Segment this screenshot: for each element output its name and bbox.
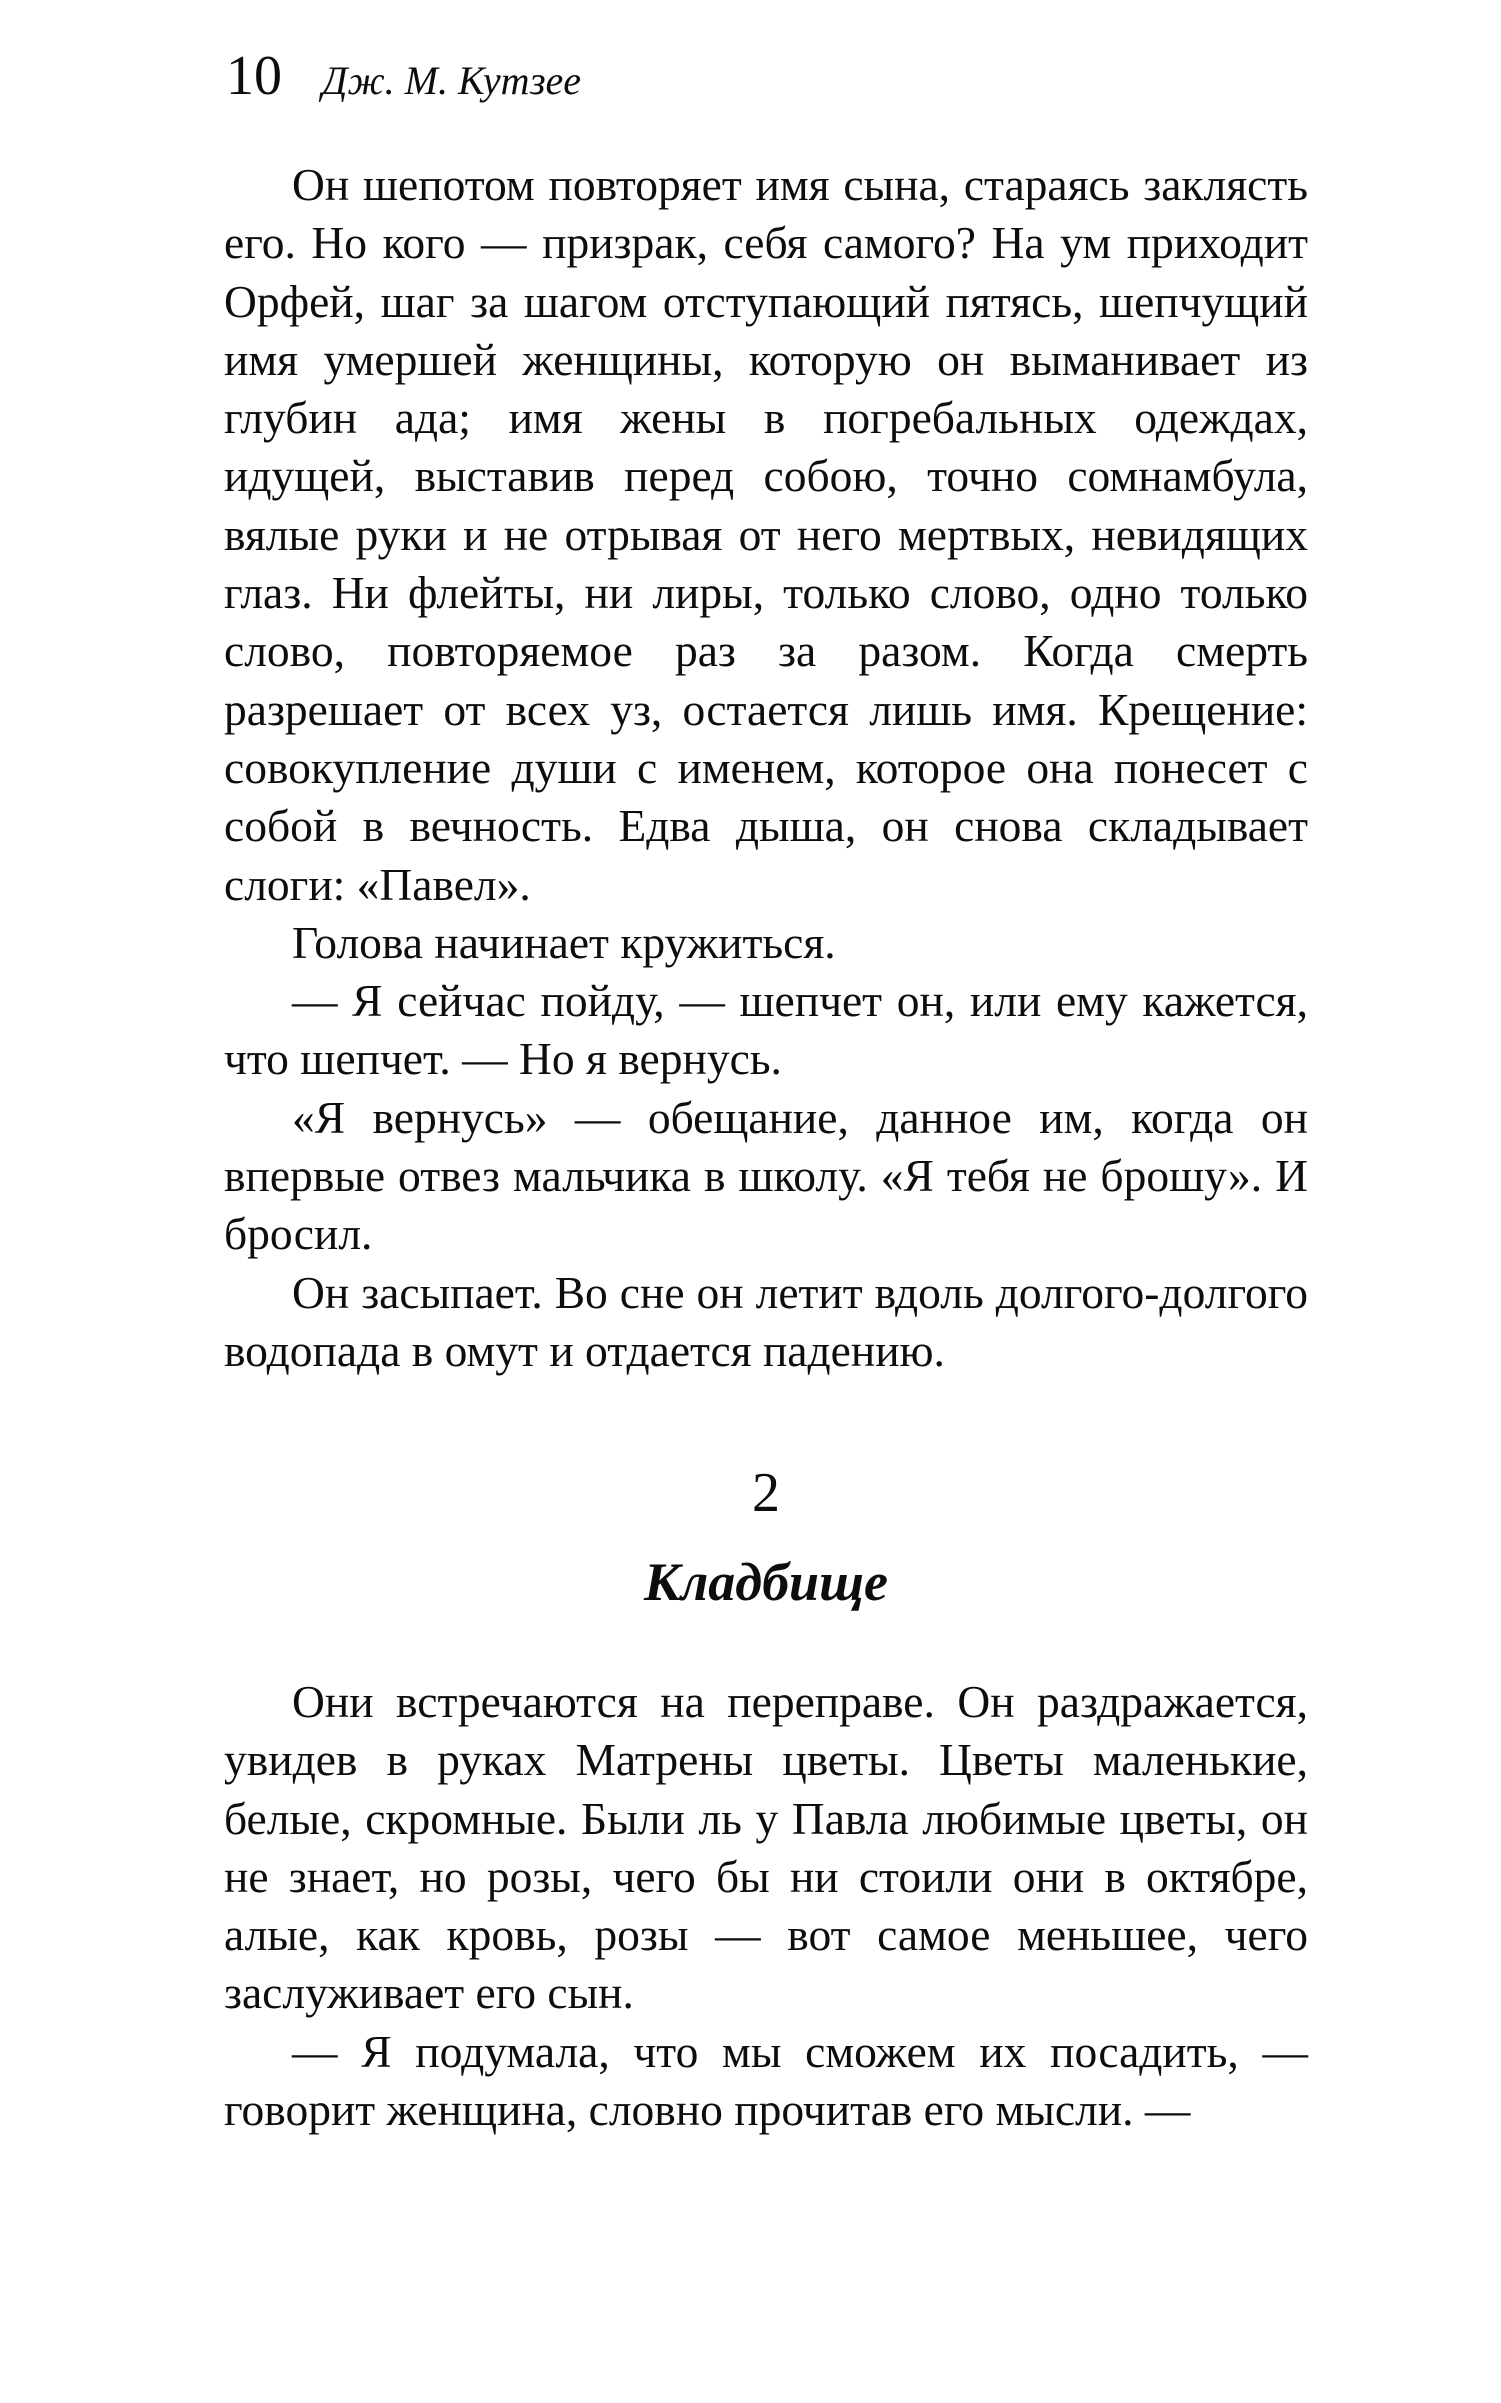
page-header — [226, 44, 581, 124]
running-head-author: Дж. М. Кутзее — [322, 58, 582, 103]
text-section-2 — [224, 1673, 1308, 2139]
chapter-title: Кладбище — [643, 1552, 889, 1612]
paragraph: Он шепотом повторяет имя сына, стараясь заклясть его. Но кого — призрак, себя самого? На ум приходит Орфей, шаг за шагом отступающий пятясь, шепчущий имя умершей женщины, которую он выманивает из глубин ада; имя жены в погребальных одеждах, идущей, выставив перед собою, точно сомнамбула, вялые руки и не отрывая от него мертвых, невидящих глаз. Ни флейты, ни лиры, только слово, одно только слово, повторяемое раз за разом. Когда смерть разрешает от всех уз, остается лишь имя. Крещение: совокупление души с именем, которое она понесет с собой в вечность. Едва дыша, он снова складывает слоги: «Павел». — [224, 159, 1308, 910]
paragraph: — Я подумала, что мы сможем их посадить, — говорит женщина, словно прочитав его мысли. — — [224, 2025, 1308, 2136]
page-number: 10 — [226, 45, 282, 107]
paragraph: «Я вернусь» — обещание, данное им, когда он впервые отвез мальчика в школу. «Я тебя не брошу». И бросил. — [224, 1091, 1308, 1260]
paragraph: Он засыпает. Во сне он летит вдоль долгого-долгого водопада в омут и отдается падению. — [224, 1266, 1308, 1376]
paragraph: Голова начинает кружиться. — [292, 916, 836, 968]
paragraph: — Я сейчас пойду, — шепчет он, или ему кажется, что шепчет. — Но я вернусь. — [224, 975, 1308, 1085]
text-section-1 — [224, 156, 1308, 1380]
chapter-number: 2 — [752, 1462, 780, 1524]
paragraph: Они встречаются на переправе. Он раздражается, увидев в руках Матрены цветы. Цветы маленькие, белые, скромные. Были ль у Павла любимые цветы, он не знает, но розы, чего бы ни стоили они в октябре, алые, как кровь, розы — вот самое меньшее, чего заслуживает его сын. — [224, 1676, 1308, 2019]
